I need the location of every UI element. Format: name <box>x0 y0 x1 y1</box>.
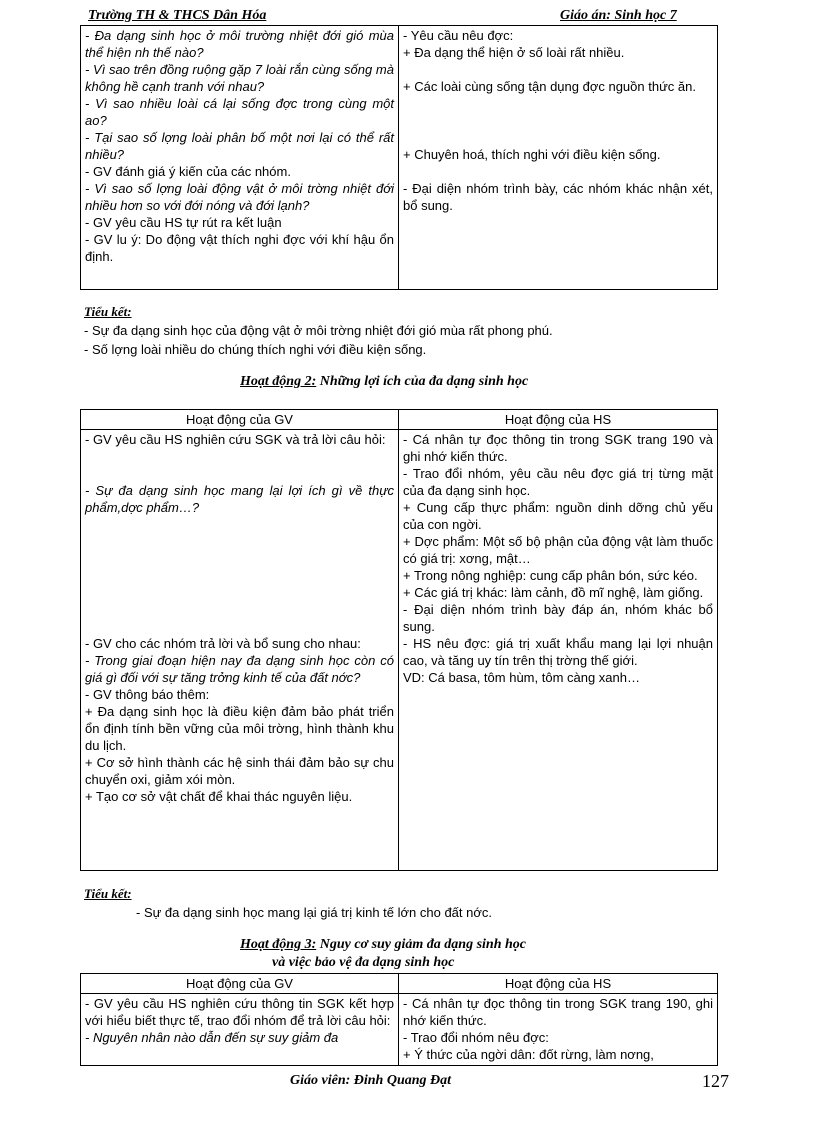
gv-item: - GV yêu cầu HS nghiên cứu thông tin SGK kết hợp với hiểu biết thực tế, trao đổi nhóm để trả lời câu hỏi: <box>85 996 394 1028</box>
spacer <box>403 129 713 146</box>
gv-item: - GV yêu cầu HS tự rút ra kết luận <box>85 215 282 230</box>
spacer <box>85 550 394 567</box>
gv-item: - GV cho các nhóm trả lời và bổ sung cho nhau: <box>85 636 361 651</box>
gv-item: - Nguyên nhân nào dẫn đến sự suy giảm đa <box>85 1030 339 1045</box>
school-header: Trường TH & THCS Dân Hóa <box>88 8 267 23</box>
hs-item: - Cá nhân tự đọc thông tin trong SGK trang 190 và ghi nhớ kiến thức. <box>403 432 713 464</box>
activity-2-heading <box>240 374 528 390</box>
spacer <box>403 95 713 112</box>
hs-item: VD: Cá basa, tôm hùm, tôm càng xanh… <box>403 670 640 685</box>
table3-hs-cell <box>399 994 718 1066</box>
spacer <box>85 448 394 465</box>
hs-item: - Trao đổi nhóm, yêu cầu nêu đợc giá trị từng mặt của đa dạng sinh học. <box>403 466 713 498</box>
hs-item: + Trong nông nghiệp: cung cấp phân bón, sức kéo. <box>403 568 698 583</box>
spacer <box>403 163 713 180</box>
summary-1-line-1: - Sự đa dạng sinh học của động vật ở môi trờng nhiệt đới gió mùa rất phong phú. <box>84 323 553 338</box>
gv-item: - Sự đa dạng sinh học mang lại lợi ích gì về thực phẩm,dợc phẩm…? <box>85 483 394 515</box>
gv-item: - GV đánh giá ý kiến của các nhóm. <box>85 164 291 179</box>
hs-item: + Chuyên hoá, thích nghi với điều kiện sống. <box>403 147 661 162</box>
activity-3-heading <box>240 937 526 953</box>
hs-item: - Đại diện nhóm trình bày đáp án, nhóm khác bổ sung. <box>403 602 713 634</box>
gv-item: + Đa dạng sinh học là điều kiện đảm bảo phát triển ổn định tính bền vững của môi trờng, hình thành khu du lịch. <box>85 704 394 753</box>
activity-2-number: Hoạt động 2: <box>240 374 317 389</box>
summary-1-title-text: Tiểu kết: <box>84 304 132 319</box>
spacer <box>85 584 394 601</box>
summary-1-line-2: - Số lợng loài nhiều do chúng thích nghi với điều kiện sống. <box>84 342 427 357</box>
hs-item: + Đa dạng thể hiện ở số loài rất nhiều. <box>403 45 625 60</box>
spacer <box>85 601 394 618</box>
spacer <box>403 61 713 78</box>
page-number: 127 <box>702 1071 729 1091</box>
activity-3-title: Nguy cơ suy giảm đa dạng sinh học <box>316 937 526 952</box>
gv-item: - Đa dạng sinh học ở môi trường nhiệt đới gió mùa thể hiện nh thế nào? <box>85 28 394 60</box>
activity-3-heading-line-2: và việc bảo vệ đa dạng sinh học <box>272 955 455 970</box>
hs-item: - Cá nhân tự đọc thông tin trong SGK trang 190, ghi nhớ kiến thức. <box>403 996 713 1028</box>
spacer <box>85 533 394 550</box>
gv-item: - GV yêu cầu HS nghiên cứu SGK và trả lời câu hỏi: <box>85 432 386 447</box>
hs-item: + Ý thức của ngời dân: đốt rừng, làm nơng, <box>403 1047 654 1062</box>
table3-header-hs: Hoạt động của HS <box>399 974 718 994</box>
table2-gv-cell <box>81 430 399 871</box>
hs-item: - Đại diện nhóm trình bày, các nhóm khác nhận xét, bổ sung. <box>403 181 713 213</box>
gv-item: - Vì sao nhiều loài cá lại sống đợc trong cùng một ao? <box>85 96 394 128</box>
gv-item: - Tại sao số lợng loài phân bố một nơi lại có thể rất nhiều? <box>85 130 394 162</box>
hs-item: + Cung cấp thực phẩm: nguồn dinh dỡng chủ yếu của con ngời. <box>403 500 713 532</box>
activity-2-title: Những lợi ích của đa dạng sinh học <box>316 374 529 389</box>
gv-item: - Trong giai đoạn hiện nay đa dạng sinh học còn có giá gì đối với sự tăng trởng kinh tế của đất nớc? <box>85 653 394 685</box>
spacer <box>85 567 394 584</box>
subject-header: Giáo án: Sinh học 7 <box>560 8 677 23</box>
activity-table-3 <box>80 973 718 1066</box>
table1-hs-cell <box>399 26 718 290</box>
summary-1-title <box>84 304 132 320</box>
gv-item: + Tạo cơ sở vật chất để khai thác nguyên liệu. <box>85 789 353 804</box>
activity-table-1 <box>80 25 718 290</box>
gv-item: - GV thông báo thêm: <box>85 687 210 702</box>
teacher-name: Giáo viên: Đinh Quang Đạt <box>290 1073 452 1088</box>
summary-2-title <box>84 886 132 902</box>
activity-table-2 <box>80 409 718 871</box>
hs-item: - Yêu cầu nêu đợc: <box>403 28 514 43</box>
gv-item: - Vì sao trên đồng ruộng gặp 7 loài rắn cùng sống mà không hề cạnh tranh với nhau? <box>85 62 394 94</box>
hs-item: - Trao đổi nhóm nêu đợc: <box>403 1030 549 1045</box>
gv-item: - GV lu ý: Do động vật thích nghi đợc với khí hậu ổn định. <box>85 232 394 264</box>
spacer <box>85 618 394 635</box>
hs-item: + Các loài cùng sống tận dụng đợc nguồn thức ăn. <box>403 79 696 94</box>
table2-header-gv: Hoạt động của GV <box>81 410 399 430</box>
summary-2-line: - Sự đa dạng sinh học mang lại giá trị kinh tế lớn cho đất nớc. <box>136 905 493 920</box>
table2-header-hs: Hoạt động của HS <box>399 410 718 430</box>
summary-2-title-text: Tiểu kết: <box>84 886 132 901</box>
table3-gv-cell <box>81 994 399 1066</box>
hs-item: + Các giá trị khác: làm cảnh, đồ mĩ nghệ, làm giống. <box>403 585 704 600</box>
table3-header-gv: Hoạt động của GV <box>81 974 399 994</box>
hs-item: - HS nêu đợc: giá trị xuất khẩu mang lại lợi nhuận cao, và tăng uy tín trên thị trờng thế giới. <box>403 636 713 668</box>
hs-item: + Dợc phẩm: Một số bộ phận của động vật làm thuốc có giá trị: xơng, mật… <box>403 534 713 566</box>
gv-item: - Vì sao số lợng loài động vật ở môi trờng nhiệt đới nhiều hơn so với đới nóng và đới lạnh? <box>85 181 394 213</box>
spacer <box>85 516 394 533</box>
table2-hs-cell <box>399 430 718 871</box>
table1-gv-cell <box>81 26 399 290</box>
gv-item: + Cơ sở hình thành các hệ sinh thái đảm bảo sự chu chuyển oxi, giảm xói mòn. <box>85 755 394 787</box>
activity-3-number: Hoạt động 3: <box>240 937 317 952</box>
spacer <box>85 465 394 482</box>
spacer <box>403 112 713 129</box>
